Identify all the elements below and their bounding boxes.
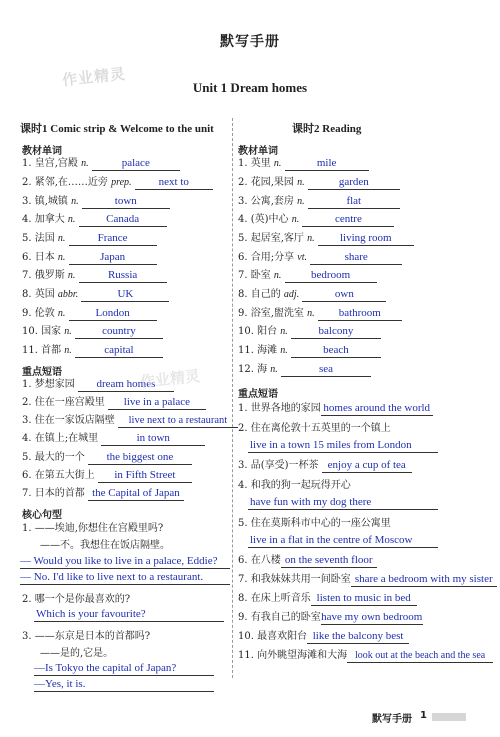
list-item: 4. 加拿大 n. Canada — [22, 213, 167, 227]
answer: town — [82, 195, 170, 209]
list-item: 6. 在八楼 on the seventh floor — [238, 554, 377, 568]
answer: bathroom — [318, 307, 402, 321]
list-item: 9. 伦敦 n. London — [22, 307, 157, 321]
sentence-heading: 核心句型 — [22, 510, 62, 521]
page-title: 默写手册 — [220, 34, 280, 50]
answer: balcony — [291, 325, 381, 339]
answer: country — [75, 325, 163, 339]
list-item: 3. 公寓,套房 n. flat — [238, 195, 400, 209]
answer: Russia — [79, 269, 167, 283]
vocab-heading-right: 教材单词 — [238, 146, 278, 157]
list-item: 11. 向外眺望海滩和大海 look out at the beach and the sea — [238, 649, 493, 663]
list-item: 10. 阳台 n. balcony — [238, 325, 381, 339]
answer: live next to a restaurant — [118, 414, 238, 428]
sentence-question: 1. ——埃迪,你想住在宫殿里吗? — [22, 523, 164, 534]
answer: the biggest one — [88, 451, 192, 465]
sentence-answer: Which is your favourite? — [36, 608, 146, 620]
answer: the Capital of Japan — [88, 487, 184, 501]
answer: on the seventh floor — [281, 554, 377, 568]
answer: garden — [308, 176, 400, 190]
watermark: 作业精灵 — [139, 366, 201, 392]
answer: beach — [291, 344, 381, 358]
answer: share — [310, 251, 402, 265]
phrase-heading-right: 重点短语 — [238, 389, 278, 400]
answer: look out at the beach and the sea — [347, 649, 493, 663]
list-item: 7. 和我妹妹共用一间卧室 share a bedroom with my sister — [238, 573, 497, 587]
answer: own — [302, 288, 386, 302]
list-item: 4. 和我的狗一起玩得开心 — [238, 480, 351, 491]
answer: in Fifth Street — [98, 469, 192, 483]
list-item: 7. 俄罗斯 n. Russia — [22, 269, 167, 283]
list-item: 1. 梦想家园 dream homes — [22, 378, 174, 392]
answer: enjoy a cup of tea — [322, 459, 412, 473]
answer-line — [34, 675, 214, 676]
sentence-answer: —Is Tokyo the capital of Japan? — [34, 662, 177, 674]
answer-line — [34, 621, 224, 622]
list-item: 6. 在第五大街上 in Fifth Street — [22, 469, 192, 483]
sentence-answer: — No. I'd like to live next to a restaurant. — [20, 571, 204, 583]
answer: mile — [285, 157, 369, 171]
sentence-answer: —Yes, it is. — [34, 678, 86, 690]
answer: live in a flat in the centre of Moscow — [250, 534, 413, 546]
list-item: 5. 住在莫斯科市中心的一座公寓里 — [238, 518, 391, 529]
answer-line — [34, 691, 214, 692]
sentence-question: 3. ——东京是日本的首都吗? — [22, 631, 151, 642]
list-item: 3. 住在一家饭店隔壁 live next to a restaurant — [22, 414, 238, 428]
list-item: 1. 英里 n. mile — [238, 157, 369, 171]
answer-line — [20, 584, 230, 585]
list-item: 2. 住在离伦敦十五英里的一个镇上 — [238, 423, 391, 434]
list-item: 5. 最大的一个 the biggest one — [22, 451, 192, 465]
answer: UK — [81, 288, 169, 302]
list-item: 8. 英国 abbr. UK — [22, 288, 169, 302]
answer: have my own bedroom — [321, 611, 423, 623]
phrase-heading-left: 重点短语 — [22, 367, 62, 378]
list-item: 6. 合用;分享 vt. share — [238, 251, 402, 265]
answer-line — [20, 568, 230, 569]
vocab-heading-left: 教材单词 — [22, 146, 62, 157]
list-item: 4. (英)中心 n. centre — [238, 213, 394, 227]
list-item: 2. 紧邻,在……近旁 prep. next to — [22, 176, 213, 190]
lesson-2-title: 课时2 Reading — [292, 123, 362, 135]
list-item: 3. 镇,城镇 n. town — [22, 195, 170, 209]
answer: sea — [281, 363, 371, 377]
unit-title: Unit 1 Dream homes — [192, 80, 308, 95]
page-number: 1 — [420, 710, 427, 721]
list-item: 5. 起居室,客厅 n. living room — [238, 232, 414, 246]
list-item: 8. 自己的 adj. own — [238, 288, 386, 302]
list-item: 3. 品(享受)一杯茶 enjoy a cup of tea — [238, 459, 412, 473]
answer: bedroom — [285, 269, 377, 283]
list-item: 6. 日本 n. Japan — [22, 251, 157, 265]
list-item: 11. 海滩 n. beach — [238, 344, 381, 358]
list-item: 11. 首都 n. capital — [22, 344, 163, 358]
answer: homes around the world — [321, 402, 433, 416]
list-item: 8. 在床上听音乐 listen to music in bed — [238, 592, 417, 606]
list-item: 7. 卧室 n. bedroom — [238, 269, 377, 283]
footer-bar — [432, 713, 466, 721]
answer: London — [69, 307, 157, 321]
list-item: 2. 花园,果园 n. garden — [238, 176, 400, 190]
answer: centre — [302, 213, 394, 227]
answer: Canada — [79, 213, 167, 227]
answer: listen to music in bed — [311, 592, 417, 606]
answer: dream homes — [78, 378, 174, 392]
watermark: 作业精灵 — [61, 64, 127, 90]
footer-label: 默写手册 — [372, 714, 412, 725]
answer: flat — [308, 195, 400, 209]
answer: palace — [92, 157, 180, 171]
list-item: 7. 日本的首都 the Capital of Japan — [22, 487, 184, 501]
list-item: 9. 浴室,盥洗室 n. bathroom — [238, 307, 402, 321]
answer-line — [248, 509, 438, 510]
list-item: 9. 有我自己的卧室have my own bedroom — [238, 611, 423, 623]
answer: have fun with my dog there — [250, 496, 372, 508]
list-item: 5. 法国 n. France — [22, 232, 157, 246]
answer: like the balcony best — [307, 630, 409, 644]
list-item: 4. 在镇上;在城里 in town — [22, 432, 205, 446]
answer-line — [248, 452, 438, 453]
answer: live in a palace — [108, 396, 206, 410]
list-item: 1. 世界各地的家园 homes around the world — [238, 402, 433, 416]
list-item: 10. 国家 n. country — [22, 325, 163, 339]
answer: Japan — [69, 251, 157, 265]
answer: capital — [75, 344, 163, 358]
sentence-question: ——不。我想住在饭店隔壁。 — [40, 540, 170, 551]
answer: living room — [318, 232, 414, 246]
sentence-question: ——是的,它是。 — [40, 648, 114, 659]
answer: share a bedroom with my sister — [351, 573, 497, 587]
answer: live in a town 15 miles from London — [250, 439, 412, 451]
answer: in town — [101, 432, 205, 446]
list-item: 10. 最喜欢阳台 like the balcony best — [238, 630, 409, 644]
list-item: 1. 皇宫,宫殿 n. palace — [22, 157, 180, 171]
answer: next to — [135, 176, 213, 190]
sentence-question: 2. 哪一个是你最喜欢的? — [22, 594, 131, 605]
answer: France — [69, 232, 157, 246]
answer-line — [248, 547, 438, 548]
column-divider — [232, 118, 233, 678]
list-item: 12. 海 n. sea — [238, 363, 371, 377]
sentence-answer: — Would you like to live in a palace, Eddie? — [20, 555, 218, 567]
list-item: 2. 住在一座宫殿里 live in a palace — [22, 396, 206, 410]
lesson-1-title: 课时1 Comic strip & Welcome to the unit — [20, 123, 214, 135]
